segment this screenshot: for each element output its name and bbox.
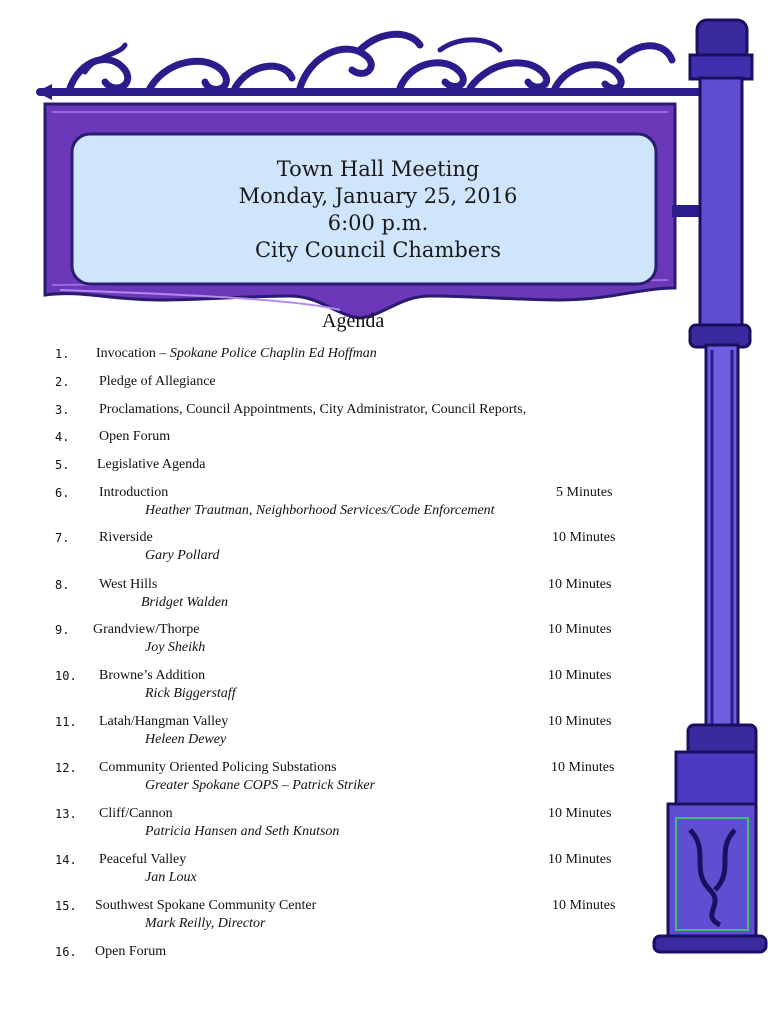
meeting-location: City Council Chambers bbox=[254, 238, 502, 262]
agenda-item-duration: 5 Minutes bbox=[556, 485, 613, 500]
agenda-item-presenter: Heleen Dewey bbox=[145, 732, 227, 747]
agenda-item-title: Open Forum bbox=[99, 429, 171, 444]
agenda-item-duration: 10 Minutes bbox=[551, 760, 615, 775]
agenda-item-title: Pledge of Allegiance bbox=[99, 374, 216, 389]
agenda-item-title: Browne’s Addition bbox=[99, 668, 206, 683]
agenda-item-title: Cliff/Cannon bbox=[99, 806, 173, 821]
agenda-item-duration: 10 Minutes bbox=[548, 577, 612, 592]
agenda-item-number: 5. bbox=[55, 458, 70, 472]
agenda-item-presenter: Bridget Walden bbox=[141, 595, 228, 610]
agenda-item-number: 9. bbox=[55, 623, 70, 637]
agenda-item-number: 2. bbox=[55, 375, 70, 389]
meeting-date: Monday, January 25, 2016 bbox=[238, 184, 518, 208]
agenda-item-duration: 10 Minutes bbox=[548, 714, 612, 729]
agenda-item-title: Introduction bbox=[99, 485, 169, 500]
agenda-item-number: 12. bbox=[55, 761, 77, 775]
agenda-item-number: 15. bbox=[55, 899, 77, 913]
agenda-item-title: Legislative Agenda bbox=[97, 457, 206, 472]
agenda-item-title: Invocation – Spokane Police Chaplin Ed Hoffman bbox=[96, 346, 377, 361]
agenda-item-presenter: Patricia Hansen and Seth Knutson bbox=[145, 824, 340, 839]
agenda-item-duration: 10 Minutes bbox=[548, 852, 612, 867]
agenda-item-duration: 10 Minutes bbox=[552, 898, 616, 913]
agenda-item-title: Proclamations, Council Appointments, City Administrator, Council Reports, bbox=[99, 402, 527, 417]
agenda-item-number: 1. bbox=[55, 347, 70, 361]
agenda-item-title: Riverside bbox=[99, 530, 153, 545]
agenda-item-number: 11. bbox=[55, 715, 77, 729]
agenda-item-presenter: Gary Pollard bbox=[145, 548, 220, 563]
agenda-item-number: 3. bbox=[55, 403, 70, 417]
agenda-item-title: Southwest Spokane Community Center bbox=[95, 898, 317, 913]
agenda-item-speaker: Spokane Police Chaplin Ed Hoffman bbox=[169, 346, 377, 361]
scrollwork-ornament bbox=[40, 34, 700, 92]
agenda-item-duration: 10 Minutes bbox=[548, 806, 612, 821]
agenda-item-title: Community Oriented Policing Substations bbox=[99, 760, 337, 775]
agenda-item-number: 6. bbox=[55, 486, 70, 500]
agenda-item-duration: 10 Minutes bbox=[548, 668, 612, 683]
agenda-item-number: 14. bbox=[55, 853, 77, 867]
agenda-item-presenter: Rick Biggerstaff bbox=[145, 686, 236, 701]
agenda-item-number: 13. bbox=[55, 807, 77, 821]
agenda-heading: Agenda bbox=[322, 310, 385, 332]
agenda-item-title: Grandview/Thorpe bbox=[93, 622, 200, 637]
agenda-item-presenter: Mark Reilly, Director bbox=[145, 916, 266, 931]
meeting-title: Town Hall Meeting bbox=[276, 157, 480, 181]
agenda-item-title: West Hills bbox=[99, 577, 158, 592]
agenda-item-duration: 10 Minutes bbox=[552, 530, 616, 545]
agenda-item-number: 8. bbox=[55, 578, 70, 592]
agenda-item-presenter: Jan Loux bbox=[145, 870, 197, 885]
agenda-item-presenter: Greater Spokane COPS – Patrick Striker bbox=[145, 778, 376, 793]
agenda-item-presenter: Joy Sheikh bbox=[145, 640, 206, 655]
agenda-item-number: 16. bbox=[55, 945, 77, 959]
agenda-item-number: 10. bbox=[55, 669, 77, 683]
agenda-item-number: 4. bbox=[55, 430, 70, 444]
agenda-item-title: Peaceful Valley bbox=[99, 852, 187, 867]
agenda-item-title: Latah/Hangman Valley bbox=[99, 714, 229, 729]
agenda-item-title: Open Forum bbox=[95, 944, 167, 959]
agenda-item-number: 7. bbox=[55, 531, 70, 545]
agenda-item-presenter: Heather Trautman, Neighborhood Services/Code Enforcement bbox=[145, 503, 495, 518]
sign-text bbox=[140, 156, 616, 264]
meeting-time: 6:00 p.m. bbox=[327, 211, 429, 235]
agenda-item-duration: 10 Minutes bbox=[548, 622, 612, 637]
